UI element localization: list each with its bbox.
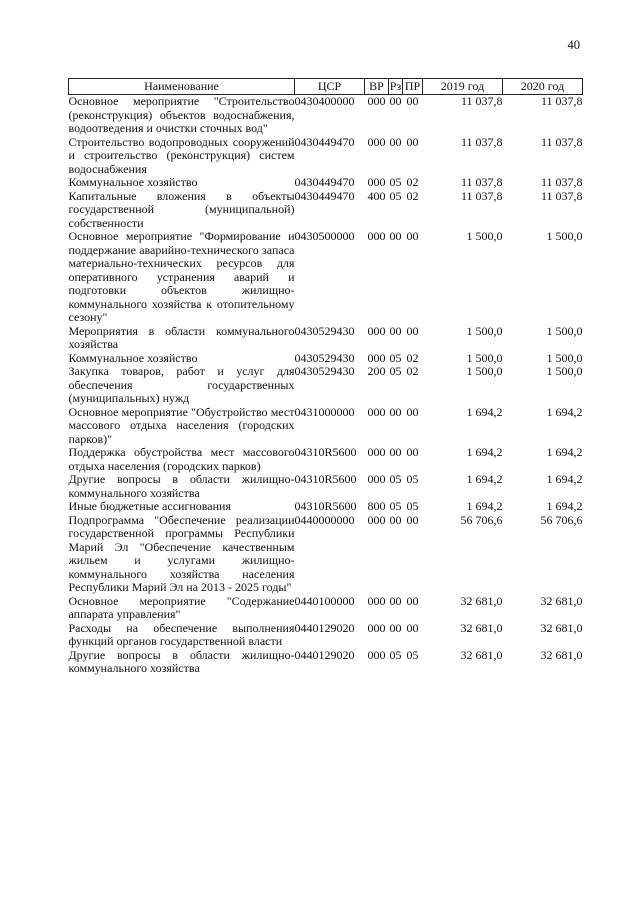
row-pr: 00 xyxy=(406,323,419,338)
row-vr: 000 xyxy=(367,94,386,108)
row-name: Коммунальное хозяйство xyxy=(68,175,198,189)
header-row xyxy=(69,79,583,95)
row-pr: 02 xyxy=(406,364,419,378)
table-row xyxy=(69,514,583,595)
row-amount-2020: 1 694,2 xyxy=(546,445,583,459)
row-csr: 0430449470 xyxy=(294,134,355,149)
row-vr: 000 xyxy=(367,404,386,419)
row-pr: 05 xyxy=(406,647,419,662)
row-vr: 200 xyxy=(367,364,386,378)
row-name: Закупка товаров, работ и услуг для обеспечения государственных (муниципальных) нужд xyxy=(68,364,295,405)
row-name: Строительство водопроводных сооружений и строительство (реконструкция) систем водоснабжения xyxy=(68,134,295,176)
row-amount-2020: 1 500,0 xyxy=(546,229,583,243)
row-amount-2019: 11 037,8 xyxy=(460,188,503,203)
header-2019: 2019 год xyxy=(423,79,503,95)
header-pr: ПР xyxy=(403,79,423,95)
row-amount-2020: 1 500,0 xyxy=(546,323,583,338)
row-amount-2020: 11 037,8 xyxy=(540,94,583,108)
row-name: Мероприятия в области коммунального хозяйства xyxy=(68,323,295,351)
table-row xyxy=(69,649,583,676)
row-vr: 000 xyxy=(367,323,386,338)
row-amount-2020: 1 694,2 xyxy=(546,404,583,419)
row-vr: 000 xyxy=(367,512,386,527)
row-csr: 0430449470 xyxy=(294,188,355,203)
table-body xyxy=(69,95,583,676)
budget-table xyxy=(68,78,583,676)
table-row xyxy=(69,230,583,325)
row-amount-2019: 1 500,0 xyxy=(466,350,503,365)
row-vr: 000 xyxy=(367,175,386,189)
row-amount-2019: 1 694,2 xyxy=(466,499,503,513)
row-rz: 00 xyxy=(389,134,402,149)
row-csr: 0430500000 xyxy=(294,229,355,243)
row-csr: 0440129020 xyxy=(294,620,355,635)
row-csr: 0430449470 xyxy=(294,175,355,189)
row-vr: 000 xyxy=(367,593,386,608)
row-vr: 000 xyxy=(367,350,386,365)
row-csr: 0430400000 xyxy=(294,94,355,108)
row-amount-2020: 56 706,6 xyxy=(540,512,583,527)
row-name: Другие вопросы в области жилищно-коммунального хозяйства xyxy=(68,647,295,675)
row-name: Основное мероприятие "Формирование и поддержание аварийно-технического запаса материально-технических ресурсов для оперативного устранения аварий и подготовки объектов жилищно-коммунального хозяйства к отопительному сезону" xyxy=(68,229,295,324)
row-csr: 04310R5600 xyxy=(294,499,357,513)
row-rz: 05 xyxy=(389,472,402,486)
row-name: Основное мероприятие "Содержание аппарата управления" xyxy=(68,593,295,621)
row-name: Коммунальное хозяйство xyxy=(68,350,198,365)
row-rz: 00 xyxy=(389,445,402,459)
row-csr: 0430529430 xyxy=(294,350,355,365)
table-row xyxy=(69,406,583,447)
row-csr: 0440129020 xyxy=(294,647,355,662)
row-rz: 05 xyxy=(389,188,402,203)
table-row xyxy=(69,622,583,649)
row-rz: 05 xyxy=(389,175,402,189)
row-rz: 05 xyxy=(389,350,402,365)
row-rz: 05 xyxy=(389,364,402,378)
row-pr: 02 xyxy=(406,175,419,189)
row-rz: 00 xyxy=(389,323,402,338)
row-pr: 05 xyxy=(406,499,419,513)
row-amount-2019: 1 500,0 xyxy=(466,364,503,378)
row-pr: 00 xyxy=(406,512,419,527)
row-pr: 05 xyxy=(406,472,419,486)
row-amount-2020: 32 681,0 xyxy=(540,593,583,608)
table-row xyxy=(69,595,583,622)
row-pr: 00 xyxy=(406,229,419,243)
row-amount-2019: 11 037,8 xyxy=(460,175,503,189)
row-amount-2019: 1 500,0 xyxy=(466,229,503,243)
row-name: Капитальные вложения в объекты государственной (муниципальной) собственности xyxy=(68,188,295,230)
row-pr: 00 xyxy=(406,445,419,459)
row-csr: 0440100000 xyxy=(294,593,355,608)
row-pr: 02 xyxy=(406,350,419,365)
row-amount-2020: 32 681,0 xyxy=(540,620,583,635)
table-row xyxy=(69,500,583,514)
row-rz: 05 xyxy=(389,647,402,662)
header-2020: 2020 год xyxy=(503,79,583,95)
row-pr: 00 xyxy=(406,620,419,635)
row-pr: 02 xyxy=(406,188,419,203)
row-amount-2020: 1 694,2 xyxy=(546,472,583,486)
table-row xyxy=(69,446,583,473)
row-vr: 000 xyxy=(367,134,386,149)
row-name: Основное мероприятие "Строительство (реконструкция) объектов водоснабжения, водоотведения и очистки сточных вод" xyxy=(68,94,295,135)
row-amount-2019: 32 681,0 xyxy=(460,647,503,662)
table-row xyxy=(69,473,583,500)
row-rz: 00 xyxy=(389,512,402,527)
header-csr: ЦСР xyxy=(295,79,365,95)
table-row xyxy=(69,190,583,231)
row-vr: 000 xyxy=(367,472,386,486)
row-rz: 00 xyxy=(389,404,402,419)
row-rz: 00 xyxy=(389,620,402,635)
row-vr: 000 xyxy=(367,620,386,635)
table-row xyxy=(69,325,583,352)
table-row xyxy=(69,136,583,177)
table-row xyxy=(69,365,583,406)
table-row xyxy=(69,176,583,190)
row-name: Расходы на обеспечение выполнения функций органов государственной власти xyxy=(68,620,295,648)
row-amount-2019: 1 694,2 xyxy=(466,445,503,459)
header-vr: ВР xyxy=(365,79,389,95)
row-name: Другие вопросы в области жилищно-коммунального хозяйства xyxy=(68,472,295,500)
row-amount-2020: 11 037,8 xyxy=(540,188,583,203)
row-rz: 00 xyxy=(389,593,402,608)
row-amount-2020: 32 681,0 xyxy=(540,647,583,662)
table-row xyxy=(69,352,583,366)
row-rz: 00 xyxy=(389,229,402,243)
row-amount-2020: 11 037,8 xyxy=(540,134,583,149)
row-vr: 000 xyxy=(367,445,386,459)
row-pr: 00 xyxy=(406,404,419,419)
row-amount-2019: 11 037,8 xyxy=(460,134,503,149)
row-amount-2019: 1 500,0 xyxy=(466,323,503,338)
row-amount-2020: 11 037,8 xyxy=(540,175,583,189)
row-csr: 0430529430 xyxy=(294,364,355,378)
row-amount-2019: 32 681,0 xyxy=(460,620,503,635)
row-csr: 0430529430 xyxy=(294,323,355,338)
row-csr: 04310R5600 xyxy=(294,472,357,486)
row-amount-2019: 1 694,2 xyxy=(466,472,503,486)
row-pr: 00 xyxy=(406,593,419,608)
header-rz: Рз xyxy=(389,79,402,94)
row-pr: 00 xyxy=(406,94,419,108)
page-number: 40 xyxy=(567,38,580,52)
row-name: Основное мероприятие "Обустройство мест массового отдыха населения (городских парков)" xyxy=(68,404,295,446)
row-vr: 400 xyxy=(367,188,386,203)
row-amount-2019: 11 037,8 xyxy=(460,94,503,108)
row-csr: 04310R5600 xyxy=(294,445,357,459)
row-name: Поддержка обустройства мест массового отдыха населения (городских парков) xyxy=(68,445,295,473)
row-rz: 05 xyxy=(389,499,402,513)
table-row xyxy=(69,95,583,136)
row-name: Подпрограмма "Обеспечение реализации государственной программы Республики Марий Эл "Обеспечение качественным жильем и услугами жилищно-коммунального хозяйства населения Республики Марий Эл на 2013 - 2025 годы" xyxy=(68,512,295,594)
row-vr: 000 xyxy=(367,647,386,662)
row-vr: 800 xyxy=(367,499,386,513)
row-amount-2020: 1 694,2 xyxy=(546,499,583,513)
row-csr: 0440000000 xyxy=(294,512,355,527)
row-amount-2020: 1 500,0 xyxy=(546,364,583,378)
header-name: Наименование xyxy=(69,79,295,95)
row-amount-2019: 32 681,0 xyxy=(460,593,503,608)
row-name: Иные бюджетные ассигнования xyxy=(68,499,231,513)
row-pr: 00 xyxy=(406,134,419,149)
row-csr: 0431000000 xyxy=(294,404,355,419)
row-amount-2020: 1 500,0 xyxy=(546,350,583,365)
row-rz: 00 xyxy=(389,94,402,108)
row-amount-2019: 56 706,6 xyxy=(460,512,503,527)
row-vr: 000 xyxy=(367,229,386,243)
row-amount-2019: 1 694,2 xyxy=(466,404,503,419)
